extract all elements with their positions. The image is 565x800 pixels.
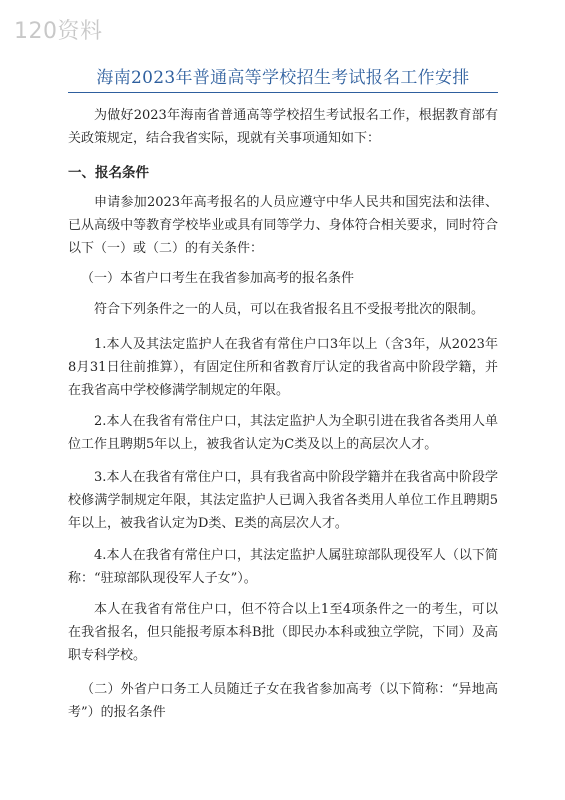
list-item: 2.本人在我省有常住户口，其法定监护人为全职引进在我省各类用人单位工作且聘期5年以上，被我省认定为C类及以上的高层次人才。: [68, 414, 498, 452]
section-intro-paragraph: 申请参加2023年高考报名的人员应遵守中华人民共和国宪法和法律、已从高级中等教育学校毕业或具有同等学力、身体符合相关要求，同时符合以下（一）或（二）的有关条件：: [68, 195, 498, 256]
list-item: 1.本人及其法定监护人在我省有常住户口3年以上（含3年，从2023年8月31日往前推算），有固定住所和省教育厅认定的我省高中阶段学籍，并在我省高中学校修满学制规定的年限。: [68, 337, 498, 398]
document-title: 海南2023年普通高等学校招生考试报名工作安排: [96, 68, 470, 88]
subsection-heading-migrant: （二）外省户口务工人员随迁子女在我省参加高考（以下简称：“异地高考”）的报名条件: [68, 682, 498, 720]
title-underline: [68, 92, 498, 93]
subsection-heading-local: （一）本省户口考生在我省参加高考的报名条件: [81, 271, 355, 286]
list-item: 4.本人在我省有常住户口，其法定监护人属驻琼部队现役军人（以下简称：“驻琼部队现役军人子女”）。: [68, 548, 498, 586]
section-heading-eligibility: 一、报名条件: [68, 165, 149, 181]
subsection-intro-paragraph: 符合下列条件之一的人员，可以在我省报名且不受报考批次的限制。: [94, 302, 485, 317]
note-paragraph: 本人在我省有常住户口，但不符合以上1至4项条件之一的考生，可以在我省报名，但只能报考原本科B批（即民办本科或独立学院，下同）及高职专科学校。: [68, 602, 498, 663]
list-item: 3.本人在我省有常住户口，具有我省高中阶段学籍并在我省高中阶段学校修满学制规定年限，其法定监护人已调入我省各类用人单位工作且聘期5年以上，被我省认定为D类、E类的高层次人才。: [68, 470, 498, 531]
intro-paragraph: 为做好2023年海南省普通高等学校招生考试报名工作，根据教育部有关政策规定，结合我省实际，现就有关事项通知如下：: [68, 108, 498, 146]
watermark-logo: 120资料: [14, 19, 103, 44]
